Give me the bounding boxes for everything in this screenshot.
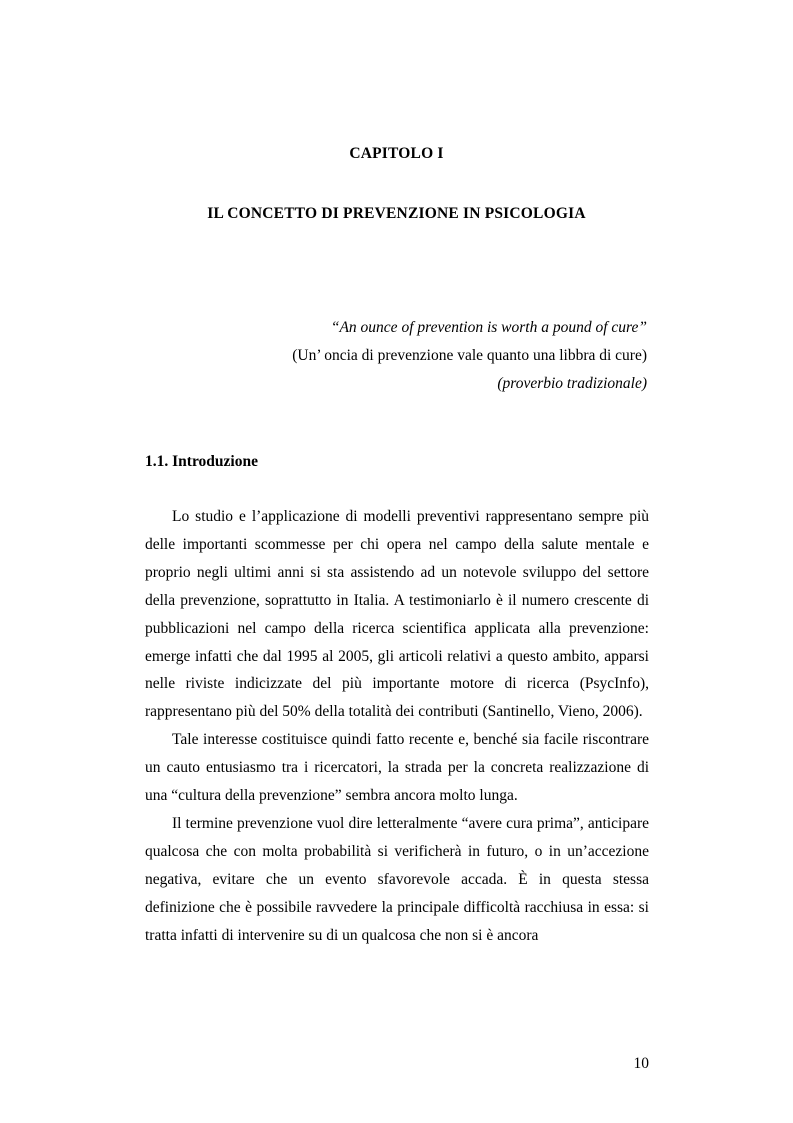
epigraph [127,314,647,398]
body-paragraph: Tale interesse costituisce quindi fatto recente e, benché sia facile riscontrare un cauto entusiasmo tra i ricercatori, la strada per la concreta realizzazione di una “cultura della prevenzione” sembra ancora molto lunga. [145,731,649,805]
epigraph-translation: (Un’ oncia di prevenzione vale quanto una libbra di cure) [292,347,647,364]
section-heading: 1.1. Introduzione [145,453,258,470]
page-number: 10 [633,1055,649,1072]
chapter-label: CAPITOLO I [349,145,444,162]
section-body [145,503,649,950]
chapter-title: IL CONCETTO DI PREVENZIONE IN PSICOLOGIA [207,205,586,222]
epigraph-source: (proverbio tradizionale) [497,375,647,392]
epigraph-quote: “An ounce of prevention is worth a pound of cure” [330,319,647,336]
body-paragraph: Il termine prevenzione vuol dire letteralmente “avere cura prima”, anticipare qualcosa che con molta probabilità si verificherà in futuro, o in un’accezione negativa, evitare che un evento sfavorevole accada. È in questa stessa definizione che è possibile ravvedere la principale difficoltà racchiusa in essa: si tratta infatti di intervenire su di un qualcosa che non si è ancora [145,814,649,944]
body-paragraph: Lo studio e l’applicazione di modelli preventivi rappresentano sempre più delle importanti scommesse per chi opera nel campo della salute mentale e proprio negli ultimi anni si sta assistendo ad un notevole sviluppo del settore della prevenzione, soprattutto in Italia. A testimoniarlo è il numero crescente di pubblicazioni nel campo della ricerca scientifica applicata alla prevenzione: emerge infatti che dal 1995 al 2005, gli articoli relativi a questo ambito, apparsi nelle riviste indicizzate del più importante motore di ricerca (PsycInfo), rappresentano più del 50% della totalità dei contributi (Santinello, Vieno, 2006). [145,508,649,721]
